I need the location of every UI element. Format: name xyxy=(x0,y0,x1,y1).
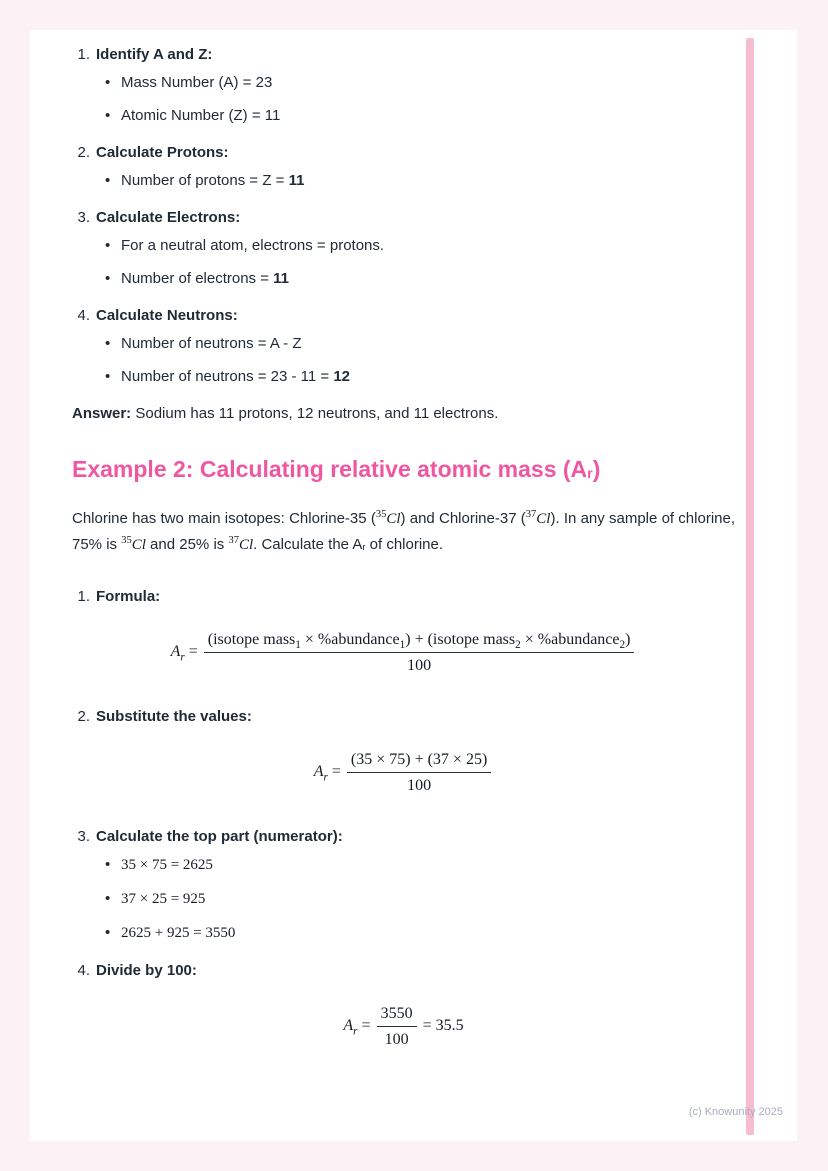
step-number: 1. xyxy=(77,46,90,63)
text-segment: and 25% is xyxy=(145,536,229,553)
bullet-item xyxy=(105,235,735,256)
text-segment: × %abundance xyxy=(300,631,400,648)
bullet-text xyxy=(121,366,350,387)
text-segment: ) + (isotope mass xyxy=(405,631,516,648)
step-heading-row xyxy=(72,44,735,65)
bullet-dot: • xyxy=(105,890,111,907)
fraction-denominator xyxy=(347,773,491,796)
step-title: Divide by 100: xyxy=(96,962,197,979)
text-segment: 37 × 25 = 925 xyxy=(121,891,206,907)
math-formula xyxy=(72,749,735,796)
numbered-step xyxy=(72,142,735,191)
fraction-denominator xyxy=(377,1027,417,1050)
bullet-item xyxy=(105,72,735,93)
step-heading-row xyxy=(72,305,735,326)
answer-text: Sodium has 11 protons, 12 neutrons, and 11 electrons. xyxy=(131,405,499,422)
bullet-text xyxy=(121,922,235,944)
bullet-item xyxy=(105,333,735,354)
step-title: Substitute the values: xyxy=(96,708,252,725)
text-segment: . Calculate the A xyxy=(253,536,363,553)
numbered-step xyxy=(72,960,735,1050)
answer-label: Answer: xyxy=(72,405,132,422)
text-segment: of chlorine. xyxy=(365,536,444,553)
math-formula xyxy=(72,1003,735,1050)
step-number: 3. xyxy=(77,209,90,226)
numbered-step xyxy=(72,586,735,676)
text-segment: ) and Chlorine-37 ( xyxy=(400,510,526,527)
bullet-item xyxy=(105,105,735,126)
fraction-numerator xyxy=(347,749,491,773)
bullet-dot: • xyxy=(105,924,111,941)
bullet-text xyxy=(121,888,205,910)
math-formula xyxy=(72,629,735,676)
bullet-item xyxy=(105,366,735,387)
bullet-dot: • xyxy=(105,172,111,189)
step-title: Calculate Neutrons: xyxy=(96,307,238,324)
bullet-item xyxy=(105,170,735,191)
step-heading-row xyxy=(72,142,735,163)
step-heading-row xyxy=(72,706,735,727)
text-segment: 2 xyxy=(515,639,521,652)
text-segment: 35 × 75 = 2625 xyxy=(121,857,213,873)
text-segment: A xyxy=(313,763,324,781)
text-segment: Cl xyxy=(131,537,146,553)
text-segment: = xyxy=(327,763,345,781)
bullet-dot: • xyxy=(105,237,111,254)
step-title: Calculate Electrons: xyxy=(96,209,241,226)
text-segment: r xyxy=(362,542,366,552)
text-segment: 11 xyxy=(288,172,305,189)
text-segment: = 35.5 xyxy=(418,1017,464,1035)
step-title: Identify A and Z: xyxy=(96,46,213,63)
text-segment: ). In any sample of chlorine, 75% is xyxy=(72,510,735,553)
step-body xyxy=(72,333,735,387)
text-segment: r xyxy=(323,771,328,784)
text-segment: 1 xyxy=(295,639,301,652)
step-number: 1. xyxy=(77,588,90,605)
step-number: 2. xyxy=(77,144,90,161)
numbered-step xyxy=(72,706,735,796)
text-segment: r xyxy=(180,651,185,664)
text-segment: 35 xyxy=(121,535,132,546)
step-body xyxy=(72,629,735,676)
step-title: Calculate the top part (numerator): xyxy=(96,828,343,845)
bullet-dot: • xyxy=(105,856,111,873)
bullet-item xyxy=(105,854,735,876)
document-content xyxy=(30,30,797,1050)
text-segment: ) xyxy=(625,631,631,648)
step-body xyxy=(72,854,735,944)
bullet-item xyxy=(105,268,735,289)
step-body xyxy=(72,170,735,191)
text-segment: 37 xyxy=(228,535,239,546)
document-page xyxy=(30,30,797,1141)
step-body xyxy=(72,235,735,289)
text-segment: Number of neutrons = A - Z xyxy=(121,335,302,352)
numbered-step xyxy=(72,305,735,387)
text-segment: Number of neutrons = 23 - 11 = xyxy=(121,368,334,385)
answer-line xyxy=(72,403,735,424)
worked-example-1-steps xyxy=(72,44,735,387)
text-segment: 12 xyxy=(333,368,351,385)
step-title: Formula: xyxy=(96,588,161,605)
text-segment: 100 xyxy=(407,777,432,794)
fraction xyxy=(204,629,635,676)
step-body xyxy=(72,749,735,796)
text-segment: 11 xyxy=(273,270,290,287)
step-number: 4. xyxy=(77,962,90,979)
bullet-text xyxy=(121,105,280,126)
bullet-text xyxy=(121,235,384,256)
bullet-text xyxy=(121,72,272,93)
numbered-step xyxy=(72,826,735,944)
bullet-dot: • xyxy=(105,368,111,385)
fraction-numerator xyxy=(204,629,635,653)
bullet-item xyxy=(105,922,735,944)
step-body xyxy=(72,72,735,126)
text-segment: 1 xyxy=(399,639,406,652)
text-segment: 37 xyxy=(525,509,537,520)
step-title: Calculate Protons: xyxy=(96,144,229,161)
step-number: 4. xyxy=(77,307,90,324)
bullet-item xyxy=(105,888,735,910)
text-segment: A xyxy=(343,1017,354,1035)
example-2-heading xyxy=(72,454,735,484)
text-segment: × %abundance xyxy=(520,631,620,648)
text-segment: 100 xyxy=(407,657,432,674)
step-body xyxy=(72,1003,735,1050)
text-segment: Mass Number (A) = 23 xyxy=(121,74,273,91)
text-segment: 100 xyxy=(384,1031,409,1048)
text-segment: Cl xyxy=(386,511,401,527)
bullet-dot: • xyxy=(105,74,111,91)
bullet-dot: • xyxy=(105,107,111,124)
step-number: 2. xyxy=(77,708,90,725)
text-segment: r xyxy=(587,466,593,482)
text-segment: r xyxy=(353,1025,358,1038)
step-heading-row xyxy=(72,586,735,607)
numbered-step xyxy=(72,44,735,126)
bullet-text xyxy=(121,268,289,289)
text-segment: Chlorine has two main isotopes: Chlorine-35 ( xyxy=(72,510,376,527)
worked-example-2-steps xyxy=(72,586,735,1050)
bullet-text xyxy=(121,170,304,191)
text-segment: (35 × 75) + (37 × 25) xyxy=(350,751,488,768)
text-segment: A xyxy=(170,643,181,661)
step-heading-row xyxy=(72,960,735,981)
text-segment: Cl xyxy=(536,511,551,527)
copyright-watermark: (c) Knowunity 2025 xyxy=(688,1106,783,1118)
fraction xyxy=(377,1003,417,1050)
text-segment: 35 xyxy=(375,509,387,520)
text-segment: Number of electrons = xyxy=(121,270,274,287)
text-segment: = xyxy=(184,643,202,661)
text-segment: For a neutral atom, electrons = protons. xyxy=(121,237,385,254)
text-segment: Cl xyxy=(238,537,254,553)
example-2-intro-paragraph xyxy=(72,506,735,558)
bullet-text xyxy=(121,854,213,876)
text-segment: 2625 + 925 = 3550 xyxy=(121,925,236,941)
text-segment: (isotope mass xyxy=(207,631,296,648)
text-segment: = xyxy=(357,1017,375,1035)
text-segment: Example 2: Calculating relative atomic mass (A xyxy=(72,456,588,482)
bullet-dot: • xyxy=(105,335,111,352)
text-segment: ) xyxy=(592,456,601,482)
fraction xyxy=(347,749,491,796)
text-segment: Number of protons = Z = xyxy=(121,172,289,189)
step-heading-row xyxy=(72,207,735,228)
bullet-text xyxy=(121,333,302,354)
fraction-numerator xyxy=(377,1003,417,1027)
step-number: 3. xyxy=(77,828,90,845)
text-segment: Atomic Number (Z) = 11 xyxy=(121,107,281,124)
text-segment: 3550 xyxy=(380,1005,413,1022)
step-heading-row xyxy=(72,826,735,847)
text-segment: 2 xyxy=(619,639,626,652)
numbered-step xyxy=(72,207,735,289)
bullet-dot: • xyxy=(105,270,111,287)
fraction-denominator xyxy=(204,653,635,676)
